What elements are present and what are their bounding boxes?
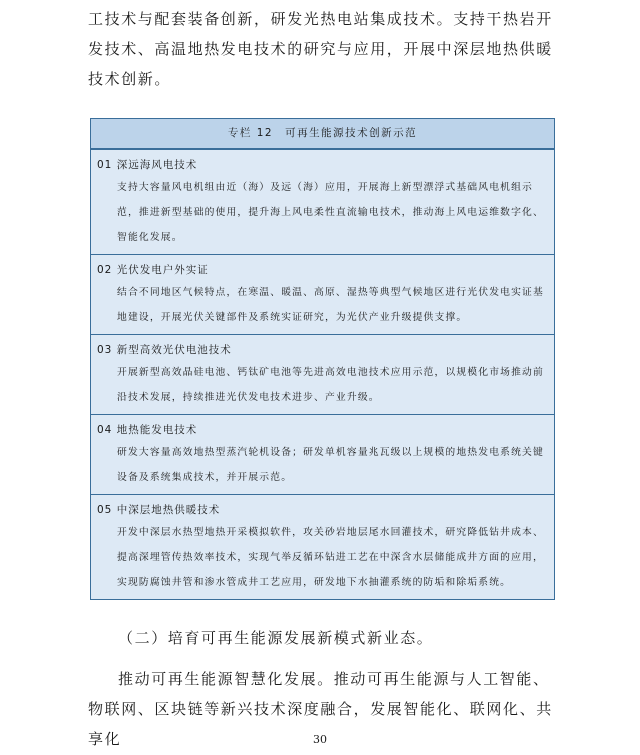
box-row-02 [91,254,554,334]
row-body: 开发中深层水热型地热开采模拟软件，攻关砂岩地层尾水回灌技术，研究降低钻井成本、提高深埋管传热效率技术，实现气举反循环钻进工艺在中深含水层储能成井方面的应用，实现防腐蚀井管和渗水管成井工艺应用，研发地下水抽灌系统的防垢和除垢系统。 [117,527,544,588]
box-row-01 [91,149,554,254]
row-body: 研发大容量高效地热型蒸汽轮机设备；研发单机容量兆瓦级以上规模的地热发电系统关键设备及系统集成技术，并开展示范。 [117,447,544,483]
row-body: 开展新型高效晶硅电池、钙钛矿电池等先进高效电池技术应用示范，以规模化市场推动前沿技术发展，持续推进光伏发电技术进步、产业升级。 [117,367,544,403]
section-heading: （二）培育可再生能源发展新模式新业态。 [118,629,434,647]
row-body: 结合不同地区气候特点，在寒温、暖温、高原、湿热等典型气候地区进行光伏发电实证基地建设，开展光伏关键部件及系统实证研究，为光伏产业升级提供支撑。 [117,287,544,323]
intro-paragraph: 工技术与配套装备创新，研发光热电站集成技术。支持干热岩开发技术、高温地热发电技术的研究与应用，开展中深层地热供暖技术创新。 [88,10,553,88]
innovation-box [90,118,555,600]
box-title: 专栏 12 可再生能源技术创新示范 [91,119,554,149]
row-title: 04 地热能发电技术 [97,424,198,436]
page-number: 30 [313,733,327,746]
row-title: 03 新型高效光伏电池技术 [97,344,232,356]
box-row-03 [91,334,554,414]
box-row-05 [91,494,554,599]
box-row-04 [91,414,554,494]
row-body: 支持大容量风电机组由近（海）及远（海）应用，开展海上新型漂浮式基础风电机组示范，推进新型基础的使用，提升海上风电柔性直流输电技术，推动海上风电运维数字化、智能化发展。 [117,182,544,243]
row-title: 05 中深层地热供暖技术 [97,504,221,516]
body-paragraph: 推动可再生能源智慧化发展。推动可再生能源与人工智能、物联网、区块链等新兴技术深度融合，发展智能化、联网化、共享化 [88,670,553,748]
row-title: 02 光伏发电户外实证 [97,264,209,276]
row-title: 01 深远海风电技术 [97,159,198,171]
